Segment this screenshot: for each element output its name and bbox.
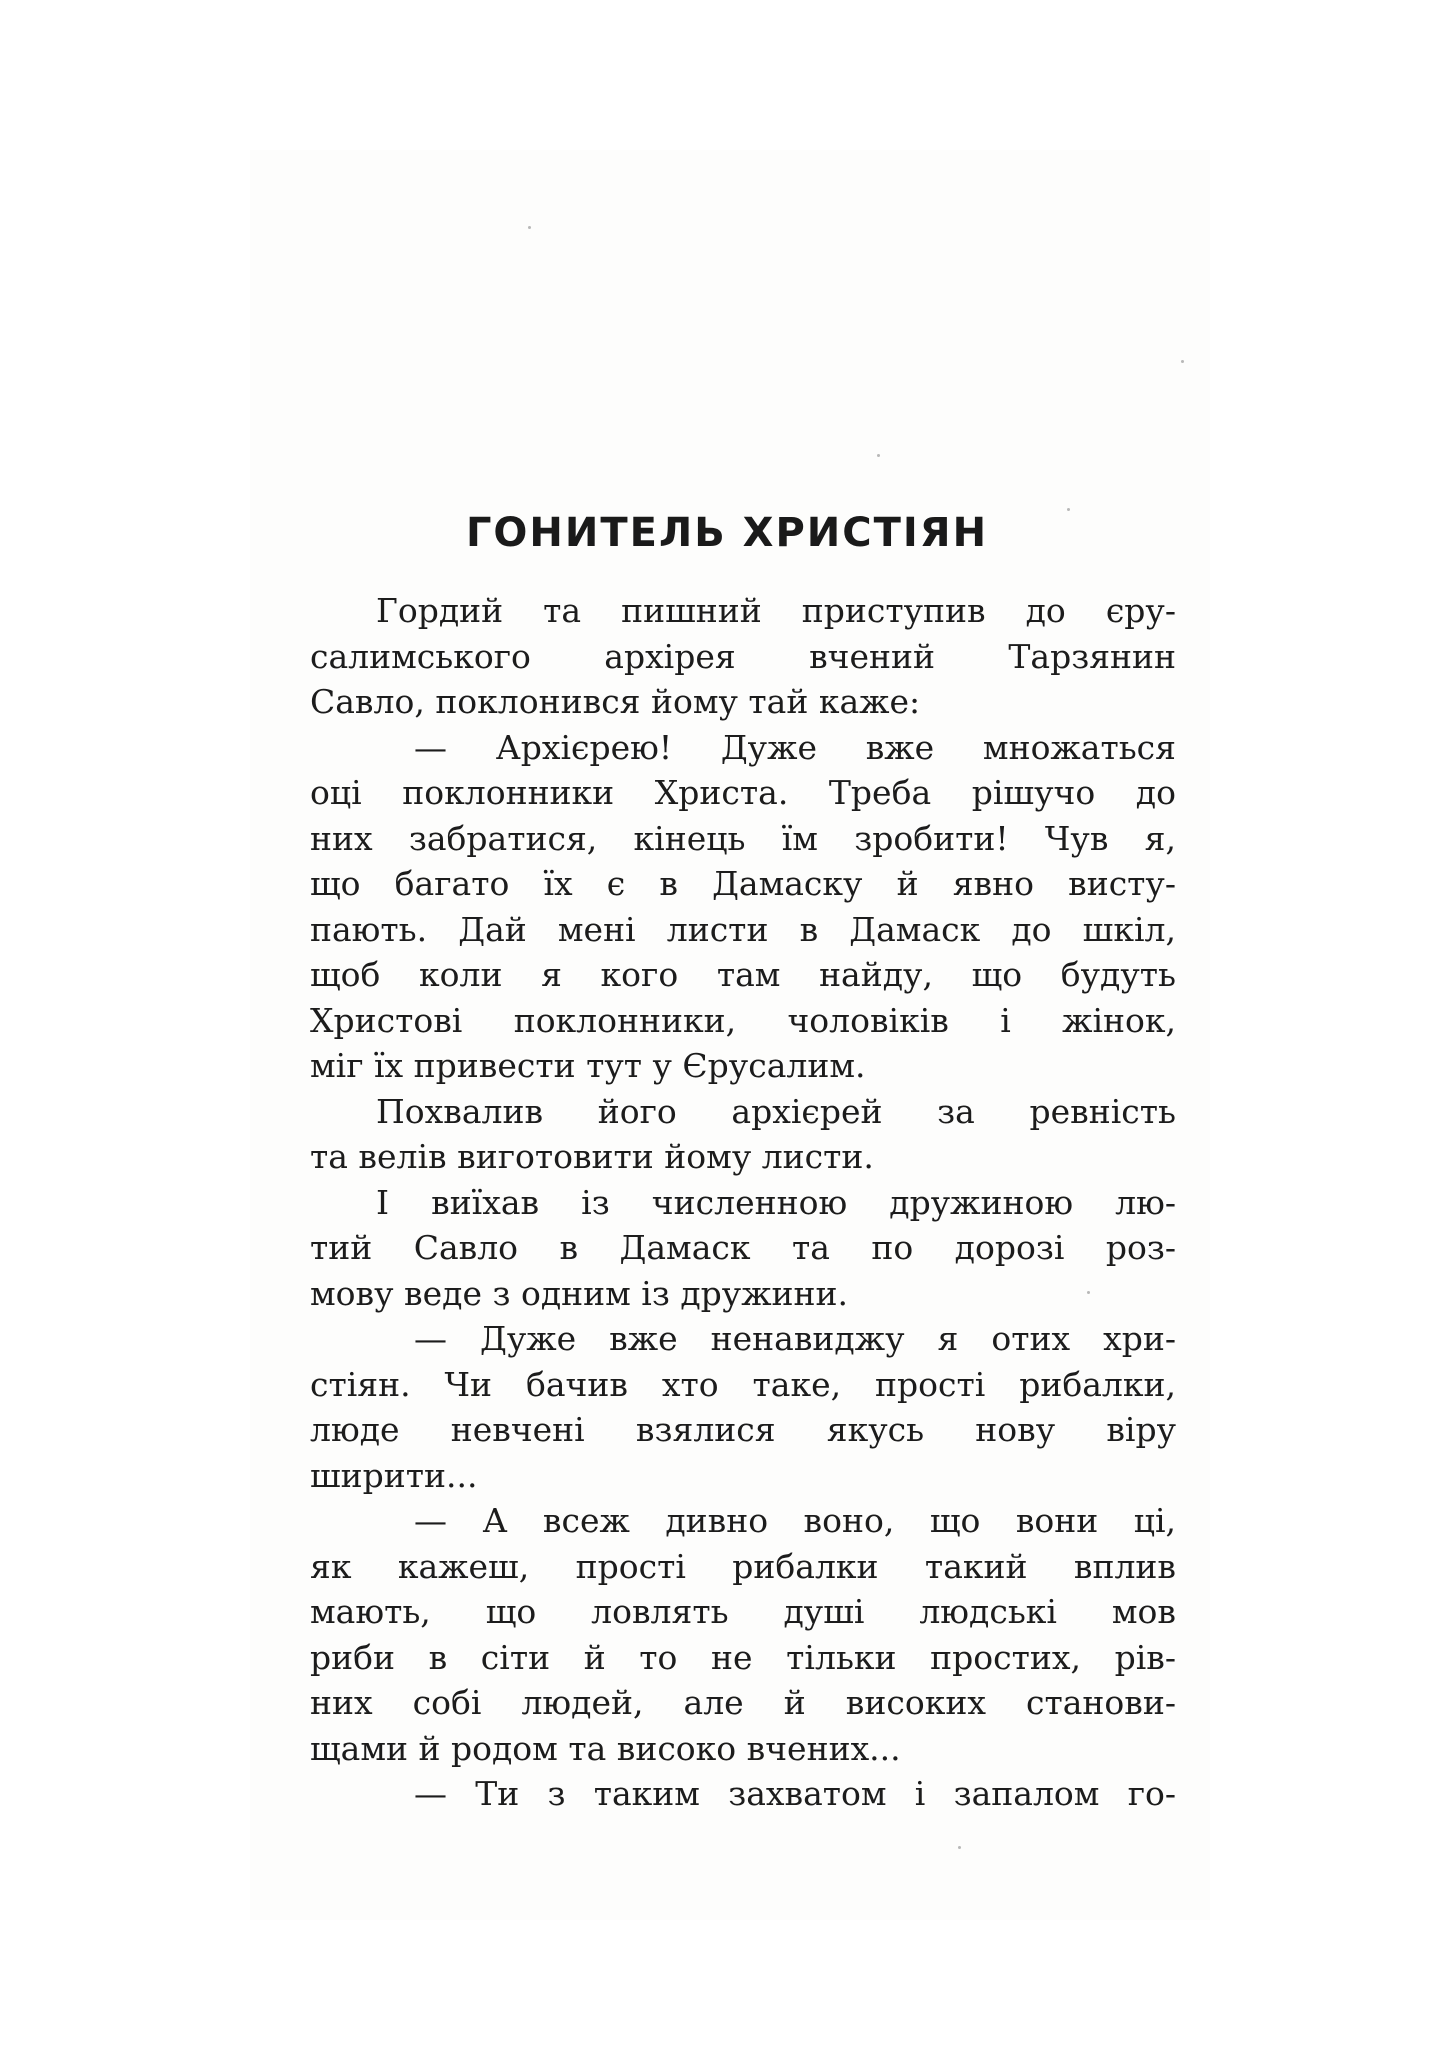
body-text	[310, 588, 1176, 1817]
text-line: — Дуже вже ненавиджу я отих хри-	[414, 1319, 1176, 1358]
dust-speck	[1181, 360, 1184, 363]
chapter-title: ГОНИТЕЛЬ ХРИСТІЯН	[465, 510, 989, 556]
text-line: риби в сіти й то не тільки простих, рів-	[310, 1637, 1176, 1677]
text-line: Похвалив його архієрей за ревність	[376, 1091, 1176, 1131]
dust-speck	[528, 226, 531, 229]
text-line: Гордий та пишний приступив до єру-	[376, 591, 1176, 630]
text-line: щами й родом та високо вчених...	[310, 1728, 901, 1768]
text-line: та велів виготовити йому листи.	[310, 1137, 874, 1176]
dust-speck	[958, 1846, 961, 1849]
text-line: міг їх привести тут у Єрусалим.	[310, 1046, 866, 1085]
text-line: оці поклонники Христа. Треба рішучо до	[310, 773, 1176, 812]
text-line: І виїхав із численною дружиною лю-	[376, 1182, 1176, 1222]
text-line: тий Савло в Дамаск та по дорозі роз-	[310, 1228, 1176, 1267]
dust-speck	[877, 454, 880, 457]
text-line: них собі людей, але й високих станови-	[310, 1683, 1176, 1722]
text-line: них забратися, кінець їм зробити! Чув я,	[310, 818, 1176, 858]
text-line: Христові поклонники, чоловіків і жінок,	[310, 1000, 1176, 1040]
text-line: пають. Дай мені листи в Дамаск до шкіл,	[310, 909, 1176, 949]
text-line: — Архієрею! Дуже вже множаться	[414, 727, 1176, 767]
text-line: Савло, поклонився йому тай каже:	[310, 682, 921, 721]
text-line: щоб коли я кого там найду, що будуть	[310, 955, 1176, 994]
text-line: салимського архірея вчений Тарзянин	[310, 636, 1176, 676]
text-line: люде невчені взялися якусь нову віру	[310, 1410, 1176, 1449]
text-line: — А всеж дивно воно, що вони ці,	[414, 1501, 1176, 1540]
text-line: що багато їх є в Дамаску й явно висту-	[310, 864, 1176, 903]
text-line: — Ти з таким захватом і запалом го-	[414, 1774, 1176, 1813]
text-line: мають, що ловлять душі людські мов	[310, 1592, 1176, 1631]
text-line: стіян. Чи бачив хто таке, прості рибалки,	[310, 1364, 1176, 1404]
text-line: як кажеш, прості рибалки такий вплив	[310, 1546, 1176, 1586]
text-line: мову веде з одним із дружини.	[310, 1273, 849, 1313]
text-line: ширити...	[310, 1455, 478, 1495]
